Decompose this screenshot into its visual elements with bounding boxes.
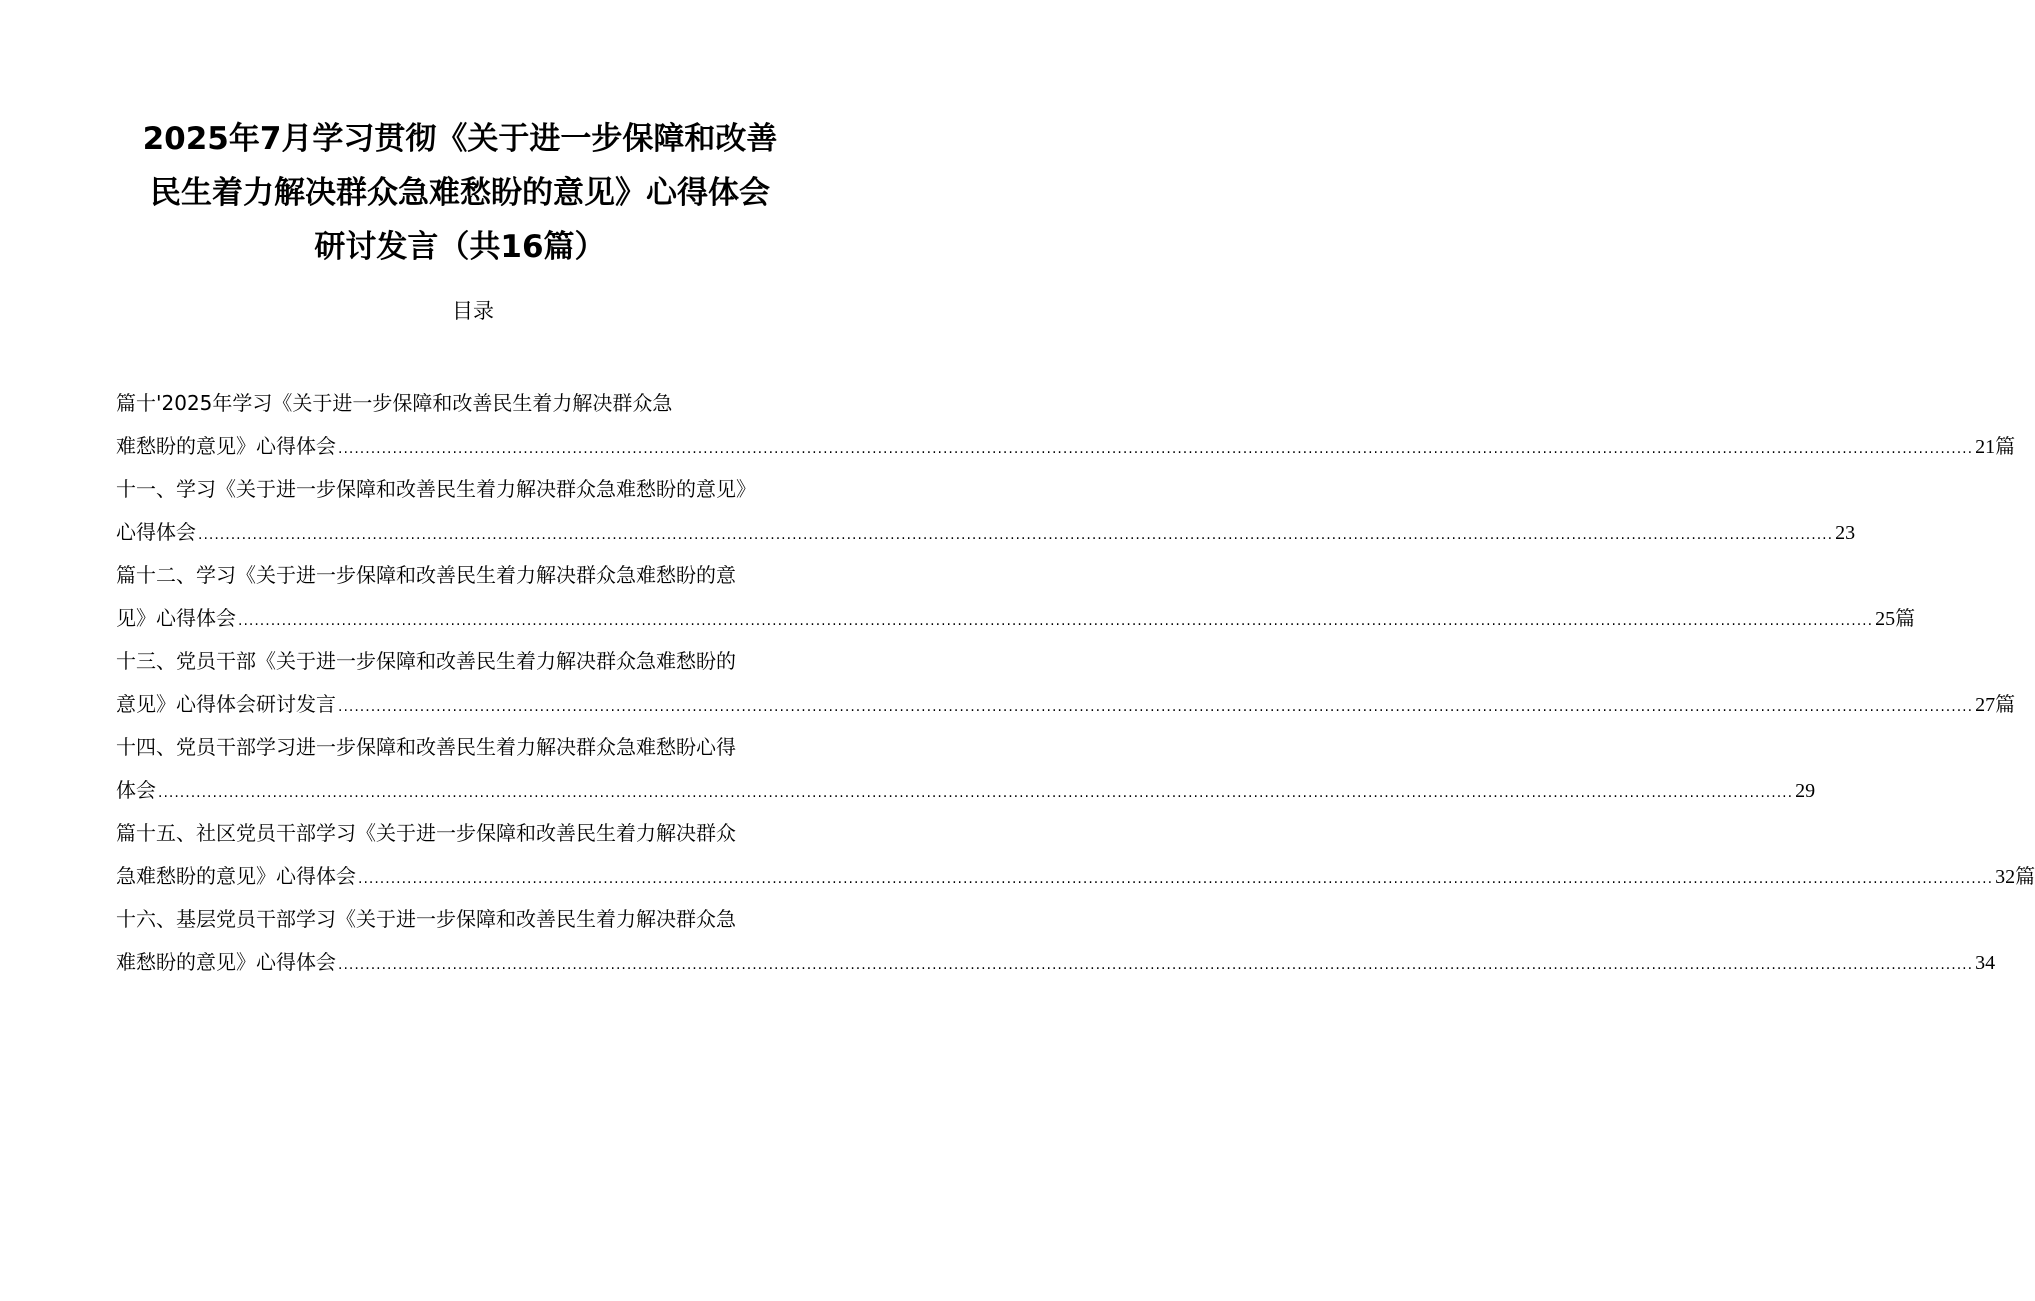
toc-entry-title-continued: 难愁盼的意见》心得体会: [116, 434, 336, 458]
dot-leader: ............................................................................................................................................................................................................................................................................................................: [158, 785, 1794, 801]
toc-entry-title-continued: 急难愁盼的意见》心得体会: [116, 864, 356, 888]
title-line: 研讨发言（共16篇）: [314, 229, 606, 265]
toc-entry-title-continued: 难愁盼的意见》心得体会: [116, 950, 336, 974]
toc-entry-title: 十三、党员干部《关于进一步保障和改善民生着力解决群众急难愁盼的: [116, 649, 736, 673]
toc-entry-title: 十六、基层党员干部学习《关于进一步保障和改善民生着力解决群众急: [116, 907, 736, 931]
table-of-contents: [116, 385, 2035, 987]
dot-leader: ............................................................................................................................................................................................................................................................................................................: [238, 613, 1874, 629]
toc-entry-title-continued: 意见》心得体会研讨发言: [116, 692, 336, 716]
toc-page-number: 23: [1835, 522, 1856, 544]
toc-entry-title: 篇十二、学习《关于进一步保障和改善民生着力解决群众急难愁盼的意: [116, 563, 736, 587]
dot-leader: ............................................................................................................................................................................................................................................................................................................: [358, 871, 1994, 887]
toc-entry[interactable]: [116, 815, 2035, 901]
toc-entry-title-continued: 见》心得体会: [116, 606, 236, 630]
toc-page-number: 32篇: [1995, 866, 2035, 888]
document-title: [110, 112, 810, 274]
toc-page-number: 34: [1975, 952, 1996, 974]
toc-page-number: 27篇: [1975, 694, 2016, 716]
toc-page-number: 21篇: [1975, 436, 2016, 458]
toc-entry-title-continued: 体会: [116, 778, 156, 802]
toc-heading: 目录: [452, 299, 494, 323]
toc-entry-title: 十四、党员干部学习进一步保障和改善民生着力解决群众急难愁盼心得: [116, 735, 736, 759]
toc-entry[interactable]: [116, 729, 1816, 815]
dot-leader: ............................................................................................................................................................................................................................................................................................................: [338, 441, 1974, 457]
toc-entry[interactable]: [116, 557, 1916, 643]
dot-leader: ............................................................................................................................................................................................................................................................................................................: [198, 527, 1834, 543]
toc-entry-title: 十一、学习《关于进一步保障和改善民生着力解决群众急难愁盼的意见》: [116, 477, 756, 501]
toc-page-number: 25篇: [1875, 608, 1916, 630]
toc-entry[interactable]: [116, 643, 2016, 729]
toc-page-number: 29: [1795, 780, 1816, 802]
toc-entry-title: 篇十五、社区党员干部学习《关于进一步保障和改善民生着力解决群众: [116, 821, 736, 845]
dot-leader: ............................................................................................................................................................................................................................................................................................................: [338, 699, 1974, 715]
toc-entry[interactable]: [116, 901, 1996, 987]
toc-entry[interactable]: [116, 385, 2016, 471]
title-line: 2025年7月学习贯彻《关于进一步保障和改善: [142, 121, 778, 157]
toc-entry-title: 篇十'2025年学习《关于进一步保障和改善民生着力解决群众急: [116, 391, 673, 415]
dot-leader: ............................................................................................................................................................................................................................................................................................................: [338, 957, 1974, 973]
toc-entry[interactable]: [116, 471, 1856, 557]
title-line: 民生着力解决群众急难愁盼的意见》心得体会: [150, 175, 770, 211]
toc-entry-title-continued: 心得体会: [116, 520, 196, 544]
